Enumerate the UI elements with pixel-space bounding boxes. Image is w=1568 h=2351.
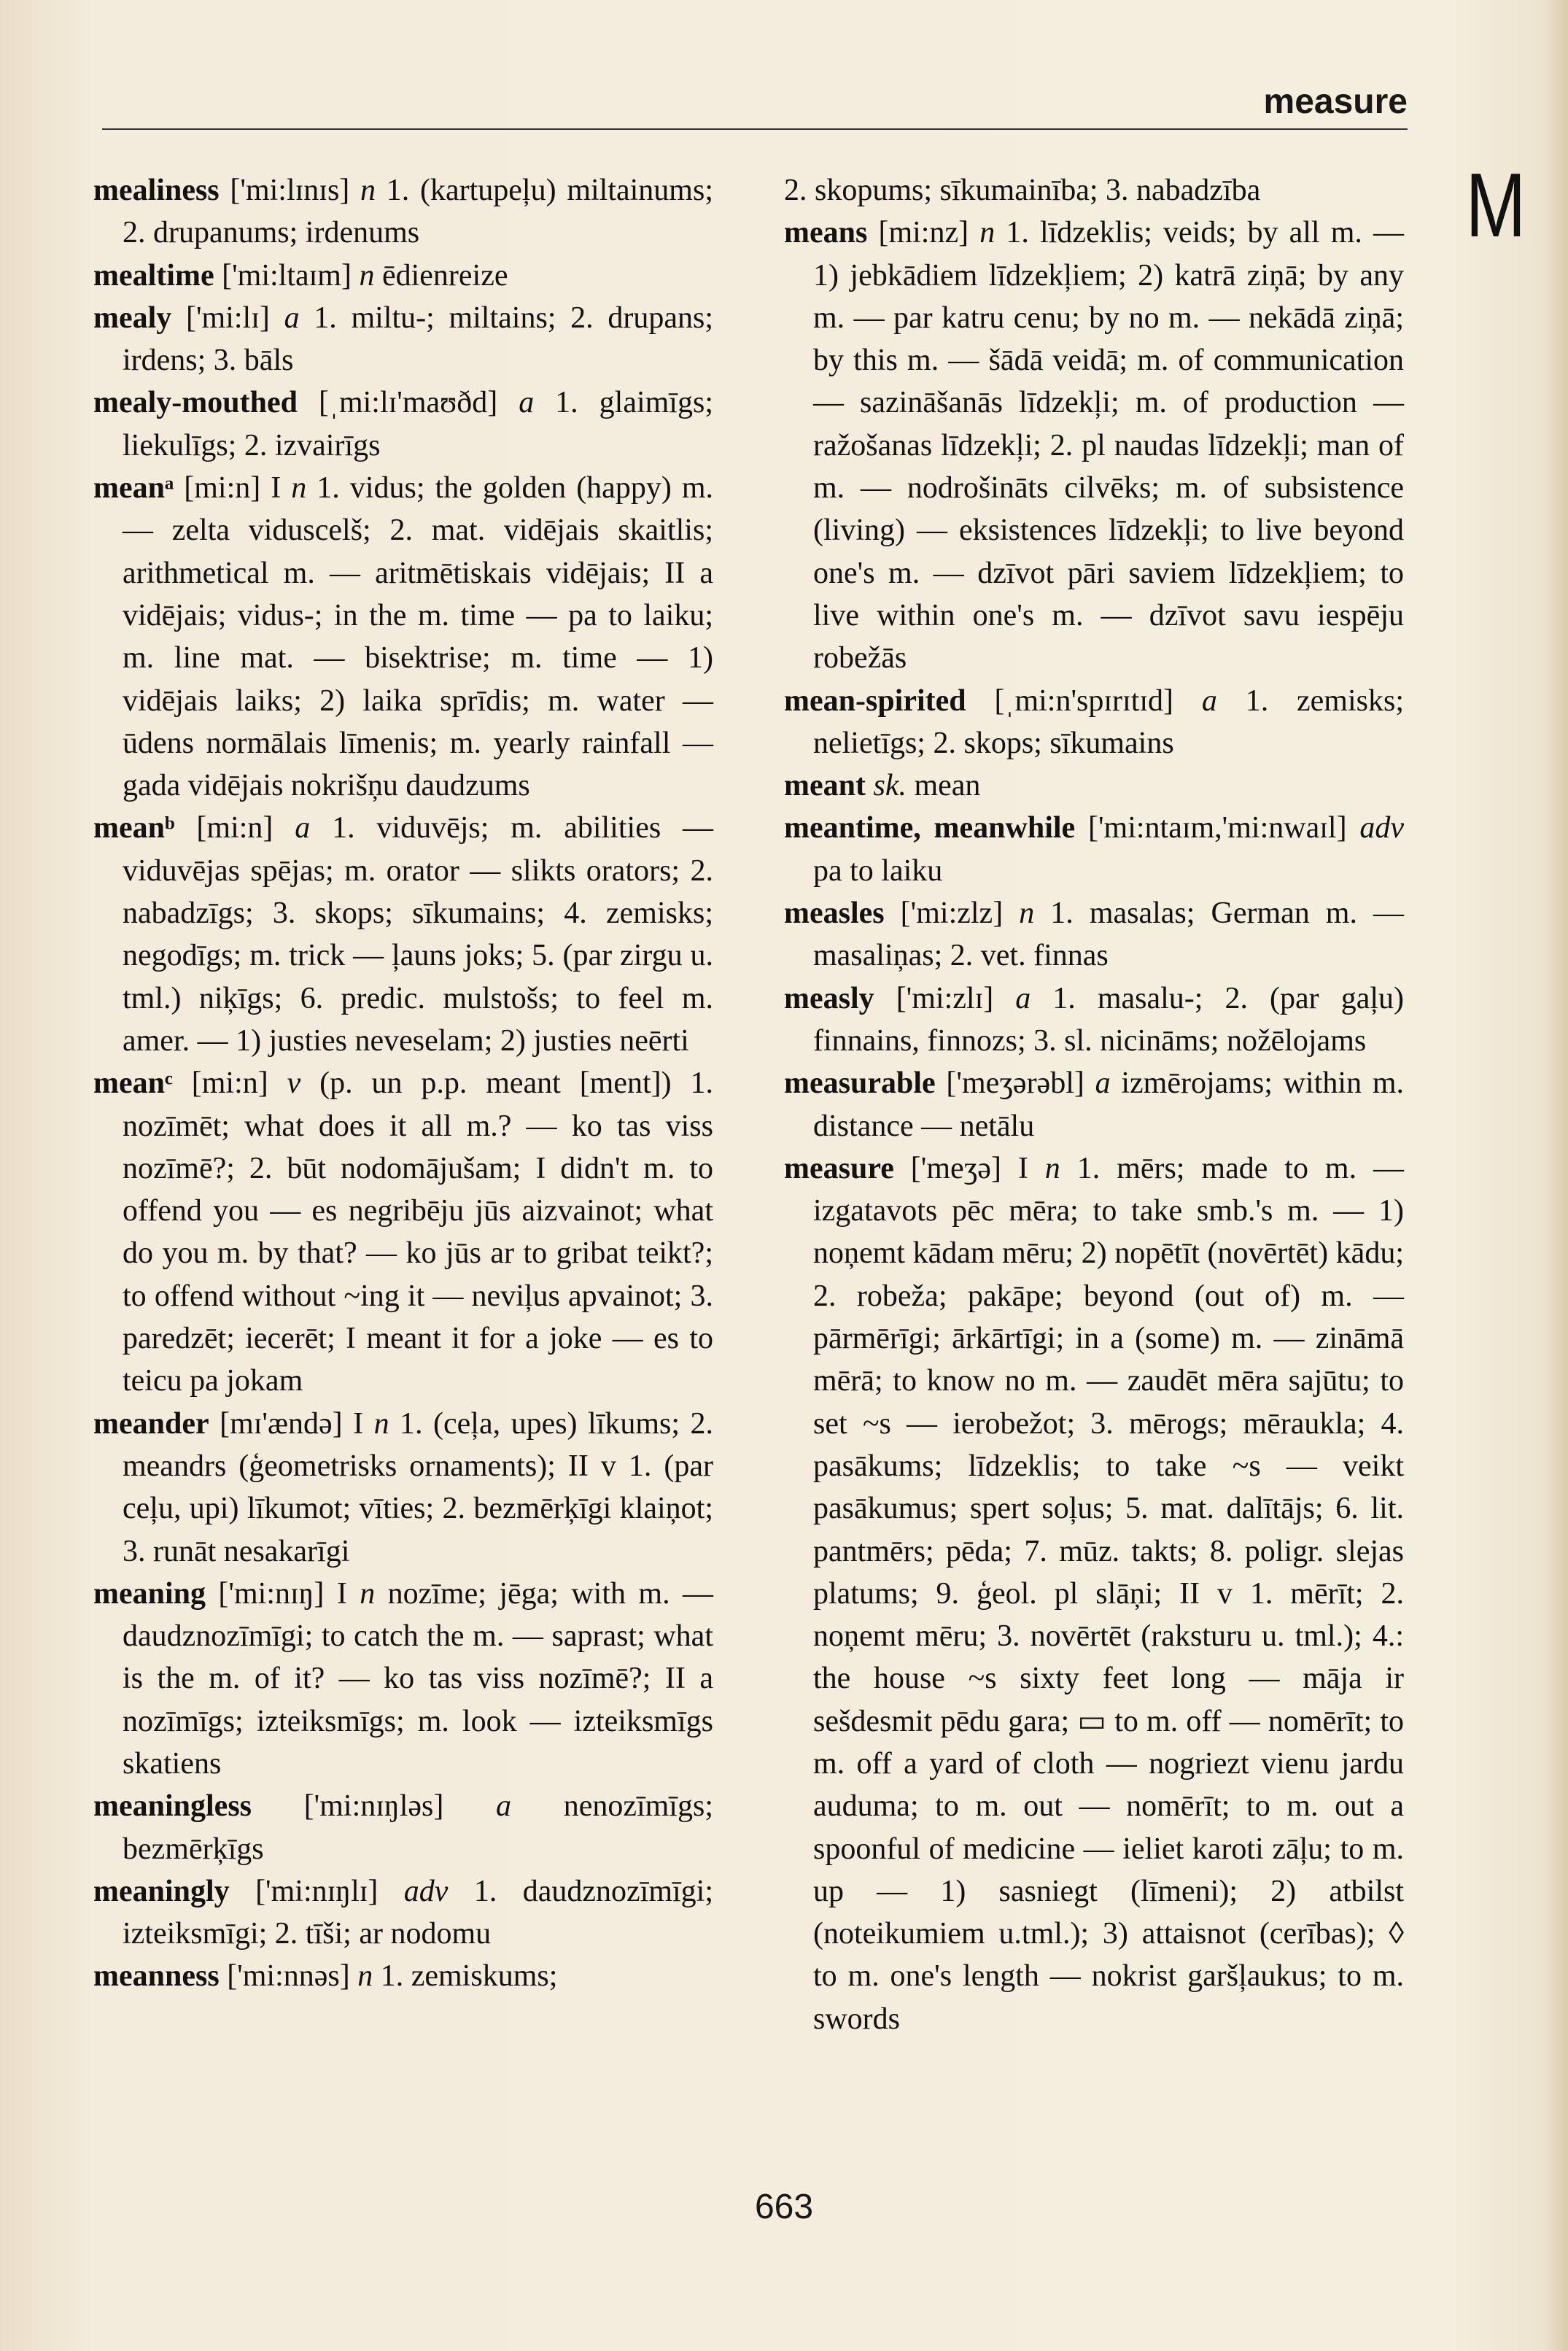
entry-pronunciation: [mi:nz] xyxy=(867,216,980,250)
entry-pronunciation: [ˌmi:lɪ'maʊðd] xyxy=(297,386,519,420)
entry-part-of-speech: n xyxy=(979,216,995,250)
dictionary-entry xyxy=(93,1955,713,1997)
entry-pronunciation: ['mi:lɪnɪs] xyxy=(219,174,361,207)
entry-headword: measurable xyxy=(784,1066,936,1101)
entry-part-of-speech: a xyxy=(284,301,300,335)
entry-headword: meant xyxy=(784,769,866,803)
entry-definition: 1. vidus; the golden (happy) m. — zelta viduscelš; 2. mat. vidējais skaitlis; arithmetical m. — aritmētiskais vidējais; II a vidējais; vidus-; in the m. time — pa to laiku; m. line mat. — bisektrise; m. time — 1) vidējais laiks; 2) laika sprīdis; m. water — ūdens normālais līmenis; m. yearly rainfall — gada vidējais nokrišņu daudzums xyxy=(123,471,713,803)
dictionary-entry xyxy=(784,977,1404,1063)
entry-part-of-speech: n xyxy=(360,174,376,207)
entry-definition: 1. līdzeklis; veids; by all m. — 1) jebkādiem līdzekļiem; 2) katrā ziņā; by any m. — par katru cenu; by no m. — nekādā ziņā; by this m. — šādā veidā; m. of communication — sazināšanās līdzekļi; m. of production — ražošanas līdzekļi; 2. pl naudas līdzekļi; man of m. — nodrošināts cilvēks; m. of subsistence (living) — eksistences līdzekļi; to live beyond one's m. — dzīvot pāri saviem līdzekļiem; to live within one's m. — dzīvot savu iespēju robežās xyxy=(813,216,1405,675)
dictionary-entry xyxy=(784,764,1404,807)
dictionary-entry xyxy=(93,381,713,467)
entry-headword: mealtime xyxy=(93,258,214,293)
entry-pronunciation: [mi:n] xyxy=(174,811,295,845)
dictionary-entry xyxy=(784,1062,1404,1147)
entry-pronunciation: ['mi:nɪŋ] I xyxy=(206,1576,360,1611)
entry-definition: nenozīmīgs; bezmērķīgs xyxy=(123,1789,713,1866)
entry-pronunciation: ['mi:ntaɪm,'mi:nwaɪl] xyxy=(1075,811,1360,845)
entry-pronunciation: ['mi:lɪ] xyxy=(171,301,284,335)
entry-definition: ēdienreize xyxy=(374,258,508,293)
dictionary-entry xyxy=(93,1573,713,1785)
dictionary-entry xyxy=(93,807,713,1062)
entry-definition: 1. zemisks; nelietīgs; 2. skops; sīkumains xyxy=(813,683,1404,760)
entry-definition: 1. daudznozīmīgi; izteiksmīgi; 2. tīši; ar nodomu xyxy=(123,1874,713,1951)
entry-definition: nozīme; jēga; with m. — daudznozīmīgi; to catch the m. — saprast; what is the m. of it? — ko tas viss nozīmē?; II a nozīmīgs; izteiksmīgs; m. look — izteiksmīgs skatiens xyxy=(123,1576,713,1781)
entry-headword: meanᵃ xyxy=(93,471,174,506)
entry-headword: meaningly xyxy=(93,1874,230,1908)
dictionary-entry xyxy=(784,807,1404,892)
entry-definition: 1. (kartupeļu) miltainums; 2. drupanums; irdenums xyxy=(123,174,713,250)
dictionary-entry xyxy=(784,212,1404,679)
entry-definition: 1. mērs; made to m. — izgatavots pēc mēra; to take smb.'s m. — 1) noņemt kādam mēru; 2) nopētīt (novērtēt) kādu; 2. robeža; pakāpe; beyond (out of) m. — pārmērīgi; ārkārtīgi; in a (some) m. — zināmā mērā; to know no m. — zaudēt mēra sajūtu; to set ~s — ierobežot; 3. mērogs; mēraukla; 4. pasākums; līdzeklis; to take ~s — veikt pasākumus; spert soļus; 5. mat. dalītājs; 6. lit. pantmērs; pēda; 7. mūz. takts; 8. poligr. slejas platums; 9. ģeol. pl slāņi; II v 1. mērīt; 2. noņemt mēru; 3. novērtēt (raksturu u. tml.); 4.: the house ~s sixty feet long — māja ir sešdesmit pēdu gara; ▭ to m. off — nomērīt; to m. off a yard of cloth — nogriezt vienu jardu auduma; to m. out — nomērīt; to m. out a spoonful of medicine — ieliet karoti zāļu; to m. up — 1) sasniegt (līmeni); 2) atbilst (noteikumiem u.tml.); 3) attaisnot (cerības); ◊ to m. one's length — nokrist garšļaukus; to m. swords xyxy=(813,1151,1405,2036)
entry-definition: 1. (ceļa, upes) līkums; 2. meandrs (ģeometrisks ornaments); II v 1. (par ceļu, upi) līkumot; vīties; 2. bezmērķīgi klaiņot; 3. runāt nesakarīgi xyxy=(123,1406,713,1568)
entry-pronunciation: [mi:n] xyxy=(172,1066,287,1101)
dictionary-entry xyxy=(784,169,1404,212)
entry-headword: meander xyxy=(93,1406,209,1441)
entry-definition: izmērojams; within m. distance — netālu xyxy=(813,1066,1404,1143)
right-column xyxy=(784,169,1404,2040)
dictionary-entry xyxy=(784,892,1404,977)
entry-part-of-speech: adv xyxy=(403,1874,449,1908)
entry-pronunciation: ['mi:nɪŋləs] xyxy=(252,1789,497,1824)
page-edge-shadow xyxy=(1542,0,1568,2351)
entry-headword: measles xyxy=(784,896,885,931)
entry-headword: measure xyxy=(784,1151,894,1185)
left-column xyxy=(93,169,713,1998)
entry-part-of-speech: a xyxy=(519,386,535,420)
entry-part-of-speech: n xyxy=(1044,1151,1060,1185)
entry-part-of-speech: n xyxy=(357,1959,373,1994)
entry-headword: means xyxy=(784,216,868,250)
dictionary-entry xyxy=(93,297,713,382)
dictionary-entry xyxy=(93,169,713,255)
entry-definition: (p. un p.p. meant [ment]) 1. nozīmēt; what does it all m.? — ko tas viss nozīmē?; 2. būt nodomājušam; I didn't m. to offend you — es negribēju jūs aizvainot; what do you m. by that? — ko jūs ar to gribat teikt?; to offend without ~ing it — neviļus apvainot; 3. paredzēt; iecerēt; I meant it for a joke — es to teicu pa jokam xyxy=(123,1066,714,1398)
entry-part-of-speech: n xyxy=(373,1406,389,1441)
dictionary-entry xyxy=(93,255,713,297)
entry-part-of-speech: n xyxy=(1019,896,1035,931)
entry-pronunciation: ['meʒə] I xyxy=(893,1151,1045,1185)
entry-definition: 1. miltu-; miltains; 2. drupans; irdens; 3. bāls xyxy=(123,301,713,378)
entry-pronunciation: ['mi:ltaɪm] xyxy=(214,258,360,293)
entry-headword: mealy xyxy=(93,301,172,335)
header-rule xyxy=(102,128,1408,130)
dictionary-entry xyxy=(93,1785,713,1870)
entry-headword: meantime, meanwhile xyxy=(784,811,1076,845)
entry-part-of-speech: sk. xyxy=(873,769,907,803)
entry-headword: measly xyxy=(784,981,874,1015)
thumb-index-letter: M xyxy=(1465,155,1526,256)
entry-pronunciation: [mi:n] I xyxy=(174,471,292,506)
dictionary-entry xyxy=(93,1870,713,1956)
entry-part-of-speech: adv xyxy=(1359,811,1404,845)
entry-pronunciation xyxy=(866,769,874,802)
dictionary-entry xyxy=(93,1403,713,1573)
dictionary-entry xyxy=(93,467,713,807)
dictionary-entry xyxy=(784,1147,1404,2040)
entry-pronunciation: ['mi:zlɪ] xyxy=(874,981,1016,1015)
entry-definition: mean xyxy=(906,769,981,803)
entry-definition: pa to laiku xyxy=(813,853,943,888)
entry-part-of-speech: a xyxy=(295,811,311,845)
entry-part-of-speech: a xyxy=(1015,981,1031,1015)
entry-pronunciation: [mɪ'ændə] I xyxy=(209,1406,374,1441)
entry-part-of-speech: n xyxy=(359,258,375,293)
entry-part-of-speech: a xyxy=(496,1789,512,1824)
entry-definition: 1. glaimīgs; liekulīgs; 2. izvairīgs xyxy=(123,386,713,462)
entry-pronunciation: ['mi:zlz] xyxy=(884,896,1020,931)
entry-pronunciation: ['meʒərəbl] xyxy=(935,1066,1095,1101)
entry-definition: 1. masalu-; 2. (par gaļu) finnains, finnozs; 3. sl. nicināms; nožēlojams xyxy=(813,981,1404,1058)
entry-headword: mean-spirited xyxy=(784,683,966,718)
entry-part-of-speech: n xyxy=(360,1576,376,1611)
dictionary-entry xyxy=(784,680,1404,765)
page-number: 663 xyxy=(754,2188,814,2226)
entry-pronunciation: ['mi:nnəs] xyxy=(219,1959,358,1994)
dictionary-entry xyxy=(93,1062,713,1402)
entry-headword: meanness xyxy=(93,1959,220,1994)
entry-pronunciation: 2. skopums; sīkumainība; 3. nabadzība xyxy=(784,174,1261,207)
entry-definition: 1. zemiskums; xyxy=(373,1959,558,1994)
entry-pronunciation: [ˌmi:n'spɪrɪtɪd] xyxy=(966,683,1202,718)
entry-headword: mealiness xyxy=(93,174,220,207)
entry-headword: mealy-mouthed xyxy=(93,386,298,420)
entry-part-of-speech: n xyxy=(291,471,307,506)
entry-headword: meanᵇ xyxy=(93,811,175,845)
entry-part-of-speech: a xyxy=(1201,683,1217,718)
entry-part-of-speech: v xyxy=(287,1066,301,1101)
running-head: measure xyxy=(1263,82,1408,121)
entry-headword: meaning xyxy=(93,1576,206,1611)
entry-definition: 1. viduvējs; m. abilities — viduvējas spējas; m. orator — slikts orators; 2. nabadzīgs; 3. skops; sīkumains; 4. zemisks; negodīgs; m. trick — ļauns joks; 5. (par zirgu u. tml.) niķīgs; 6. predic. mulstošs; to feel m. amer. — 1) justies neveselam; 2) justies neērti xyxy=(123,811,714,1058)
entry-headword: meanᶜ xyxy=(93,1066,173,1101)
entry-headword: meaningless xyxy=(93,1789,252,1824)
entry-definition: 1. masalas; German m. — masaliņas; 2. vet. finnas xyxy=(813,896,1405,973)
entry-part-of-speech: a xyxy=(1095,1066,1111,1101)
entry-pronunciation: ['mi:nɪŋlɪ] xyxy=(229,1874,404,1908)
